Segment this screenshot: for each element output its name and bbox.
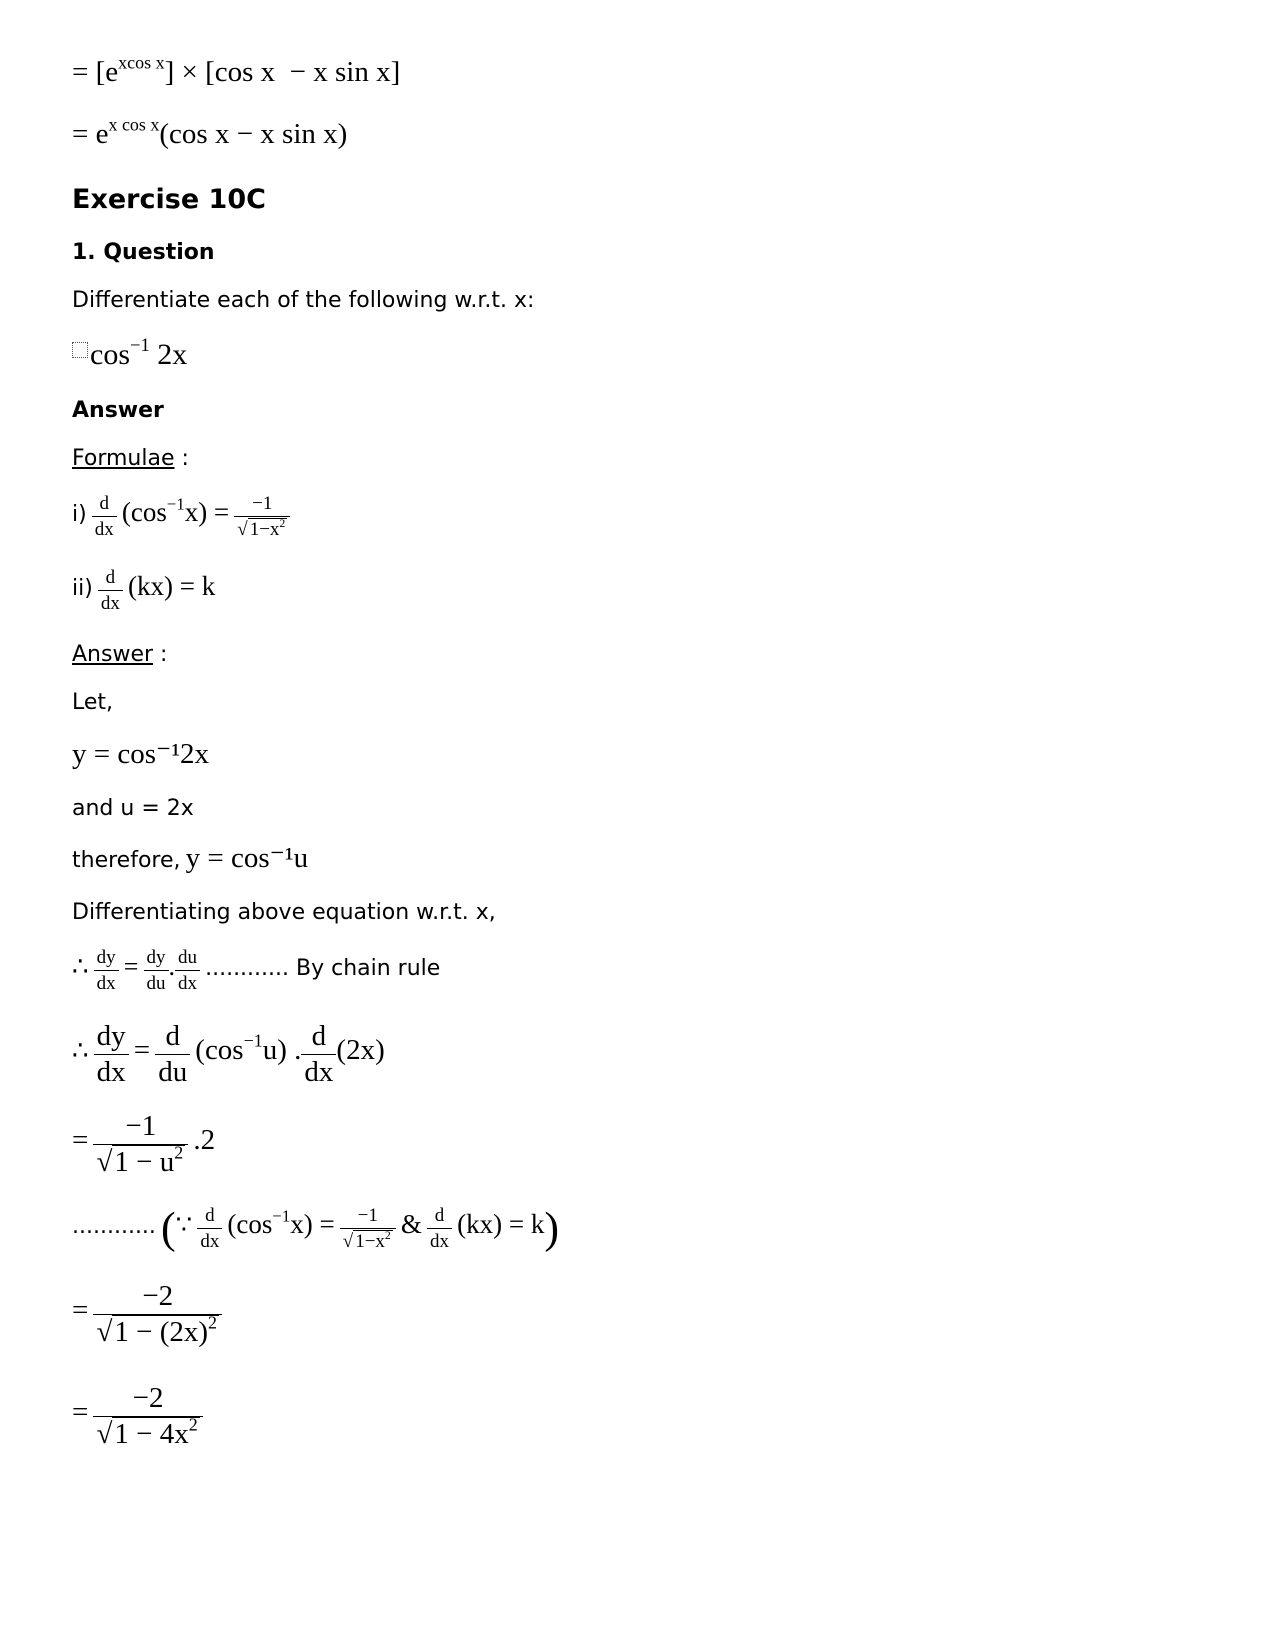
broken-image-icon (72, 342, 88, 358)
formulae-label: Formulae (72, 446, 175, 471)
question-expression: $\cos^{-1} 2x$ (72, 338, 187, 372)
question-text: Differentiate each of the following w.r.t. x: (72, 288, 535, 313)
reason-line: ............ (∵ $\frac{d}{dx}$ $(\cos^{-1}x)$ = $\frac{-1}{√ 1-x^2}$ & $\frac{d}{dx}$ (kx) = k) (72, 1203, 559, 1253)
derivative-expansion: ∴ $\frac{dy}{dx}$ = $\frac{d}{du}$ $(\cos^{-1}u)$ . $\frac{d}{dx}$ (2x) (72, 1020, 385, 1088)
differentiating-text: Differentiating above equation w.r.t. x, (72, 900, 496, 925)
result-3: = $\frac{-2}{√1 - 4x^2}$ (72, 1384, 203, 1449)
answer-label-line: Answer : (72, 642, 168, 667)
question-title: 1. Question (72, 240, 215, 265)
y-definition: y = cos⁻¹2x (72, 738, 210, 770)
top-expression-line-2: = $e^{x cos x}(\cos$ x − x sin x) (72, 114, 348, 150)
answer-heading: Answer (72, 398, 164, 423)
formula-ii-label: ii) (72, 576, 93, 601)
answer-label: Answer (72, 642, 154, 667)
therefore-text: therefore, (72, 848, 181, 873)
formula-i-label: i) (72, 502, 87, 527)
chain-rule-line: ∴ $\frac{dy}{dx}$ = $\frac{dy}{du}$ . $\frac{du}{dx}$ ............ By chain rule (72, 947, 441, 994)
let-text: Let, (72, 690, 114, 715)
chain-rule-note: ............ By chain rule (205, 956, 441, 981)
reason-dots: ............ (72, 1214, 156, 1239)
exercise-heading: Exercise 10C (72, 184, 266, 215)
formula-i: i) $\frac{d}{dx}$ $(\cos^{-1}x)$ = $\frac{-1}{√ 1-x^2}$ (72, 494, 290, 539)
result-2: = $\frac{-2}{√1 - (2x)^2}$ (72, 1282, 222, 1347)
formulae-label-line: Formulae : (72, 446, 189, 471)
formula-ii: ii) $\frac{d}{dx}$ (kx) = k (72, 567, 216, 614)
u-definition: and u = 2x (72, 796, 194, 821)
result-1: = $\frac{-1}{√1 - u^2}$ .2 (72, 1110, 216, 1178)
top-expression-line-1: = $[e^{xcos x}] \times [\cos$ x − x sin x] (72, 52, 401, 88)
therefore-line (72, 840, 308, 875)
therefore-expression: y = cos⁻¹u (185, 842, 309, 874)
